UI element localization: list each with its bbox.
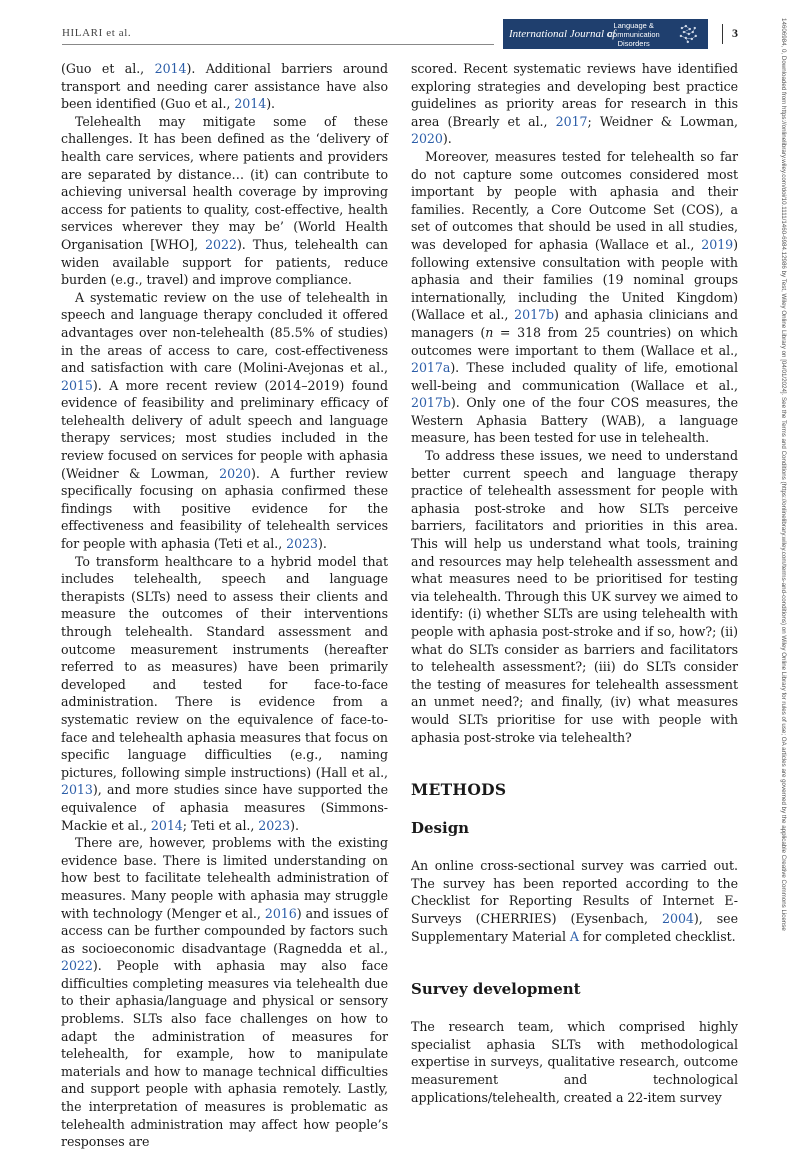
header-separator	[722, 24, 723, 44]
citation-link[interactable]: 2016	[264, 905, 297, 921]
citation-link[interactable]: 2022	[61, 958, 93, 974]
citation-link[interactable]: 2017	[555, 113, 588, 129]
citation-link[interactable]: 2014	[234, 96, 267, 112]
subsection-heading-survey-development: Survey development	[411, 980, 581, 999]
journal-logo-icon	[670, 20, 708, 48]
journal-banner	[503, 19, 708, 49]
paragraph: A systematic review on the use of telehealth in speech and language therapy concluded it offered advantages over non-telehealth (85.5% of studies) in the areas of access to care, cost-effectiveness and satisfaction with care (Molini-Avejonas et al., 2015). A more recent review (2014–2019) found evidence of feasibility and preliminary efficacy of telehealth delivery of adult speech and language therapy services; most studies included in the review focused on services for people with aphasia (Weidner & Lowman, 2020). A further review specifically focusing on aphasia confirmed these findings with positive evidence for the effectiveness and feasibility of telehealth services for people with aphasia (Teti et al., 2023).	[61, 289, 388, 552]
page-number: 3	[732, 26, 738, 40]
citation-link[interactable]: 2004	[662, 910, 694, 926]
citation-link[interactable]: 2017b	[514, 307, 555, 323]
journal-name: International Journal of	[509, 28, 616, 40]
journal-subtitle: Language & Communication Disorders	[607, 20, 660, 48]
left-column	[61, 60, 388, 1151]
paragraph: To address these issues, we need to understand better current speech and language therapy practice of telehealth assessment for people with aphasia post-stroke and how SLTs perceive barriers, facilitators and priorities in this area. This will help us understand what tools, training and resources may help telehealth assessment and what measures need to be prioritised for testing via telehealth. Through this UK survey we aimed to identify: (i) whether SLTs are using telehealth with people with aphasia post-stroke and if so, how?; (ii) what do SLTs consider as barriers and facilitators to telehealth assessment?; (iii) do SLTs consider the testing of measures for telehealth assessment an unmet need?; and finally, (iv) what measures would SLTs prioritise for use with people with aphasia post-stroke via telehealth?	[411, 448, 738, 745]
citation-link[interactable]: 2014	[150, 817, 183, 833]
download-side-note: 14606984, 0, Downloaded from https://onlinelibrary.wiley.com/doi/10.1111/1460-6984.12986 by Test, Wiley Online Library on [04/01/2024]. See the Terms and Conditions (https://onlinelibrary.wiley.com/terms-and-conditions) on Wiley Online Library for rules of use; OA articles are governed by the applicable Creative Commons License	[780, 18, 787, 931]
citation-link[interactable]: 2022	[205, 236, 237, 252]
running-head-author: HILARI et al.	[62, 27, 132, 39]
header-rule	[62, 44, 494, 45]
paragraph: Moreover, measures tested for telehealth so far do not capture some outcomes considered most important by people with aphasia and their families. Recently, a Core Outcome Set (COS), a set of outcomes that should be used in all studies, was developed for aphasia (Wallace et al., 2019) following extensive consultation with people with aphasia and their families (19 nominal groups internationally, including the United Kingdom) (Wallace et al., 2017b) and aphasia clinicians and managers (n = 318 from 25 countries) on which outcomes were important to them (Wallace et al., 2017a). These included quality of life, emotional well-being and communication (Wallace et al., 2017b). Only one of the four COS measures, the Western Aphasia Battery (WAB), a language measure, has been tested for use in telehealth.	[411, 148, 738, 446]
citation-link[interactable]: 2015	[61, 377, 93, 393]
paragraph: There are, however, problems with the existing evidence base. There is limited understanding on how best to facilitate telehealth administration of measures. Many people with aphasia may struggle with technology (Menger et al., 2016) and issues of access can be further compounded by factors such as socioeconomic disadvantage (Ragnedda et al., 2022). People with aphasia may also face difficulties completing measures via telehealth due to their aphasia/language and physical or sensory problems. SLTs also face challenges on how to adapt the administration of measures for telehealth, for example, how to manipulate materials and how to manage technical difficulties and support people with aphasia remotely. Lastly, the interpretation of measures is problematic as telehealth administration may affect how people’s responses are	[61, 835, 388, 1150]
paragraph: To transform healthcare to a hybrid model that includes telehealth, speech and language therapists (SLTs) need to assess their clients and measure the outcomes of their interventions through telehealth. Standard assessment and outcome measurement instruments (hereafter referred to as measures) have been primarily developed and tested for face-to-face administration. There is evidence from a systematic review on the equivalence of face-to-face and telehealth aphasia measures that focus on specific language difficulties (e.g., naming pictures, following simple instructions) (Hall et al., 2013), and more studies since have supported the equivalence of aphasia measures (Simmons-Mackie et al., 2014; Teti et al., 2023).	[61, 553, 388, 833]
paragraph: scored. Recent systematic reviews have identified exploring strategies and developing best practice guidelines as priority areas for research in this area (Brearly et al., 2017; Weidner & Lowman, 2020).	[411, 61, 738, 147]
citation-link[interactable]: 2020	[219, 465, 252, 481]
citation-link[interactable]: 2013	[61, 782, 93, 798]
paragraph: The research team, which comprised highly specialist aphasia SLTs with methodological expertise in surveys, qualitative research, outcome measurement and technological applications/telehealth, created a 22-item survey	[411, 1019, 738, 1105]
citation-link[interactable]: 2017a	[411, 360, 451, 376]
subsection-heading-design: Design	[411, 819, 470, 838]
citation-link[interactable]: 2019	[701, 236, 734, 252]
right-column	[411, 60, 738, 1106]
citation-link[interactable]: 2023	[258, 817, 291, 833]
paragraph: (Guo et al., 2014). Additional barriers around transport and needing carer assistance have also been identified (Guo et al., 2014).	[61, 61, 388, 112]
citation-link[interactable]: 2017b	[411, 395, 451, 411]
citation-link[interactable]: 2014	[154, 61, 187, 76]
citation-link[interactable]: 2023	[286, 536, 318, 552]
paragraph: Telehealth may mitigate some of these challenges. It has been defined as the ‘delivery of health care services, where patients and providers are separated by distance… (it) can contribute to achieving universal health coverage by improving access for patients to quality, cost-effective, health services wherever they may be’ (World Health Organisation [WHO], 2022). Thus, telehealth can widen available support for patients, reduce burden (e.g., travel) and improve compliance.	[61, 113, 388, 288]
paragraph: An online cross-sectional survey was carried out. The survey has been reported according to the Checklist for Reporting Results of Internet E-Surveys (CHERRIES) (Eysenbach, 2004), see Supplementary Material A for completed checklist.	[411, 858, 738, 944]
section-heading-methods: METHODS	[411, 780, 507, 800]
citation-link[interactable]: 2020	[411, 131, 443, 147]
supplementary-link[interactable]: A	[569, 928, 579, 944]
